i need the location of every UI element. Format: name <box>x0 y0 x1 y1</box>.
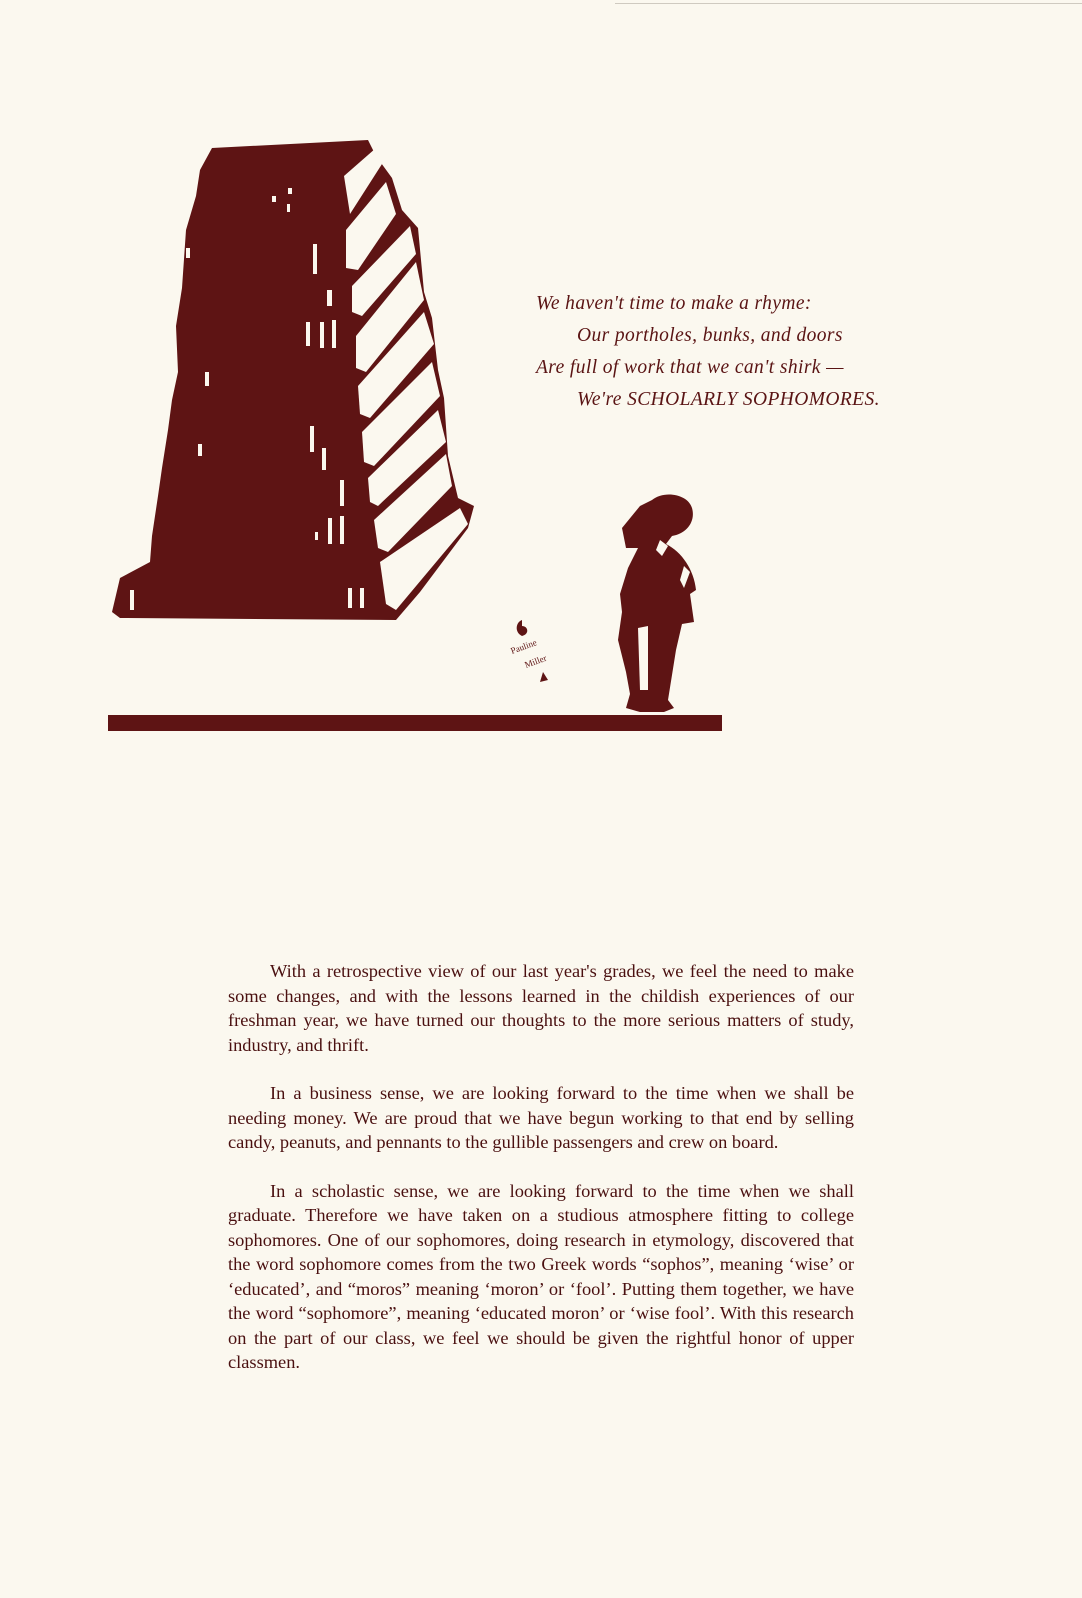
poem-line: We're SCHOLARLY SOPHOMORES. <box>577 389 880 410</box>
artist-signature <box>509 620 548 682</box>
paragraph-business: In a business sense, we are looking forward to the time when we shall be needing money. We are proud that we have begun working to that end by selling candy, peanuts, and pennants to the gullible passengers and crew on board. <box>228 1083 854 1152</box>
book-stack-illustration <box>112 140 474 620</box>
poem-line: Our portholes, bunks, and doors <box>577 325 843 346</box>
poem-line: Are full of work that we can't shirk — <box>536 357 844 378</box>
paragraph-scholastic: In a scholastic sense, we are looking forward to the time when we shall graduate. Therefore we have taken on a studious atmosphere fitting to college sophomores. One of our sophomores, doing research in etymology, discovered that the word sophomore comes from the two Greek words “sophos”, meaning ‘wise’ or ‘educated’, and “moros” meaning ‘moron’ or ‘fool’. Putting them together, we have the word “sophomore”, meaning ‘educated moron’ or ‘wise fool’. With this research on the part of our class, we feel we should be given the rightful honor of upper classmen. <box>228 1180 854 1372</box>
paragraph-grades: With a retrospective view of our last year's grades, we feel the need to make some changes, and with the lessons learned in the childish experiences of our freshman year, we have turned our thoughts to the more serious matters of study, industry, and thrift. <box>228 961 854 1055</box>
ground-bar <box>108 715 722 731</box>
body-text <box>228 959 854 1399</box>
svg-text:Miller: Miller <box>523 652 548 670</box>
poem-line: We haven't time to make a rhyme: <box>536 293 812 314</box>
svg-text:Pauline: Pauline <box>509 637 539 656</box>
poem <box>536 288 976 416</box>
student-figure-illustration <box>618 494 696 712</box>
